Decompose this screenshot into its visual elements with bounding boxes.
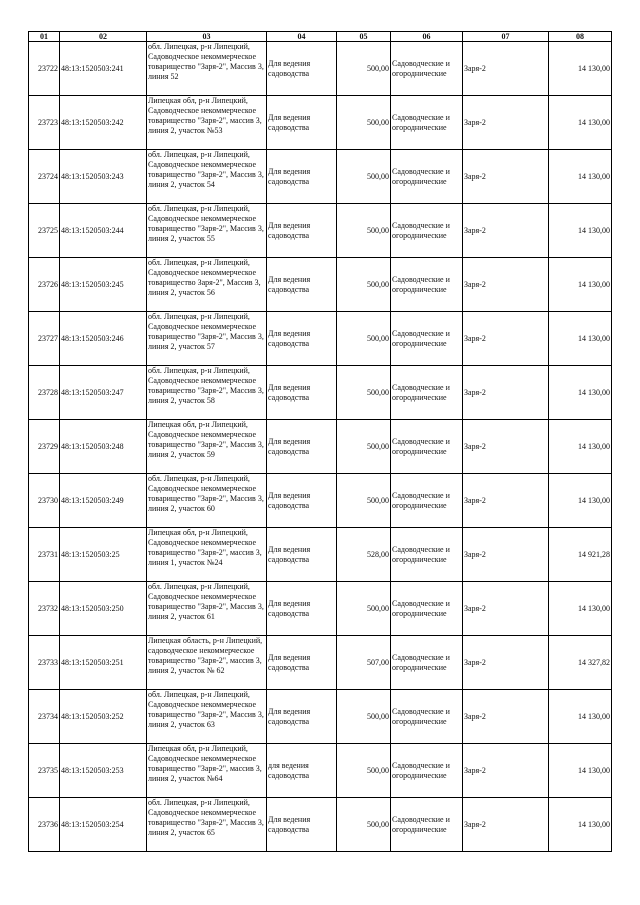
cell-land-use: Для ведения садоводства xyxy=(267,474,337,528)
cell-land-use: Для ведения садоводства xyxy=(267,150,337,204)
cell-record-number: 23724 xyxy=(29,150,60,204)
cell-area: 500,00 xyxy=(337,690,391,744)
cell-address xyxy=(147,366,267,420)
address-text: обл. Липецкая, р-н Липецкий, Садоводческое некоммерческое товарищество "Заря-2", Массив 3, линия 2, участок 60 xyxy=(148,474,264,513)
table-row xyxy=(29,420,612,474)
cell-land-use: Для ведения садоводства xyxy=(267,204,337,258)
cell-cadastral-number: 48:13:1520503:243 xyxy=(60,150,147,204)
header-row xyxy=(29,32,612,42)
cell-area: 507,00 xyxy=(337,636,391,690)
cell-record-number: 23726 xyxy=(29,258,60,312)
address-text: обл. Липецкая, р-н Липецкий, Садоводческое некоммерческое товарищество "Заря-2", Массив 3, линия 52 xyxy=(148,42,264,81)
cell-area: 500,00 xyxy=(337,798,391,852)
cell-cadastral-value: 14 130,00 xyxy=(549,582,612,636)
table-row xyxy=(29,96,612,150)
address-text: обл. Липецкая, р-н Липецкий, Садоводческое некоммерческое товарищество "Заря-2", Массив 3, линия 2, участок 58 xyxy=(148,366,264,405)
cell-area: 500,00 xyxy=(337,258,391,312)
cell-cadastral-number: 48:13:1520503:252 xyxy=(60,690,147,744)
cell-land-use: Для ведения садоводства xyxy=(267,366,337,420)
cell-settlement: Заря-2 xyxy=(463,150,549,204)
cell-category: Садоводческие и огороднические xyxy=(391,636,463,690)
cell-address xyxy=(147,636,267,690)
cell-category: Садоводческие и огороднические xyxy=(391,204,463,258)
cell-settlement: Заря-2 xyxy=(463,474,549,528)
land-parcel-table-page xyxy=(28,31,611,852)
address-text: обл. Липецкая, р-н Липецкий, Садоводческое некоммерческое товарищество "Заря-2", Массив 3, линия 2, участок 54 xyxy=(148,150,264,189)
cell-cadastral-number: 48:13:1520503:250 xyxy=(60,582,147,636)
cell-cadastral-value: 14 921,28 xyxy=(549,528,612,582)
cell-land-use: Для ведения садоводства xyxy=(267,258,337,312)
cell-cadastral-value: 14 130,00 xyxy=(549,474,612,528)
cell-record-number: 23725 xyxy=(29,204,60,258)
cell-cadastral-value: 14 130,00 xyxy=(549,96,612,150)
table-row xyxy=(29,366,612,420)
cell-record-number: 23734 xyxy=(29,690,60,744)
cell-cadastral-value: 14 130,00 xyxy=(549,798,612,852)
cell-record-number: 23733 xyxy=(29,636,60,690)
cell-address xyxy=(147,744,267,798)
table-row xyxy=(29,582,612,636)
column-header-07: 07 xyxy=(463,32,549,42)
cell-land-use: Для ведения садоводства xyxy=(267,420,337,474)
cell-category: Садоводческие и огороднические xyxy=(391,744,463,798)
address-text: Липецкая обл, р-н Липецкий, Садоводческое некоммерческое товарищество "Заря-2", массив 3, линия 2, участок №53 xyxy=(148,96,262,135)
address-text: обл. Липецкая, р-н Липецкий, Садоводческое некоммерческое товарищество "Заря-2", Массив 3, линия 2, участок 63 xyxy=(148,690,264,729)
table-row xyxy=(29,690,612,744)
cell-settlement: Заря-2 xyxy=(463,798,549,852)
cell-address xyxy=(147,96,267,150)
table-row xyxy=(29,474,612,528)
cell-category: Садоводческие и огороднические xyxy=(391,96,463,150)
address-text: Липецкая область, р-н Липецкий, садоводческое некоммерческое товарищество "Заря-2", массив 3, линия 2, участок № 62 xyxy=(148,636,263,675)
cell-address xyxy=(147,528,267,582)
table-row xyxy=(29,150,612,204)
column-header-06: 06 xyxy=(391,32,463,42)
cell-record-number: 23732 xyxy=(29,582,60,636)
cell-cadastral-number: 48:13:1520503:242 xyxy=(60,96,147,150)
cell-category: Садоводческие и огороднические xyxy=(391,42,463,96)
address-text: обл. Липецкая, р-н Липецкий, Садоводческое некоммерческое товарищество "Заря-2", Массив 3, линия 2, участок 65 xyxy=(148,798,264,837)
address-text: обл. Липецкая, р-н Липецкий, Садоводческое некоммерческое товарищество Заря-2", Массив 3, линия 2, участок 56 xyxy=(148,258,261,297)
cell-cadastral-value: 14 130,00 xyxy=(549,42,612,96)
column-header-01: 01 xyxy=(29,32,60,42)
cell-address xyxy=(147,150,267,204)
address-text: Липецкая обл, р-н Липецкий, Садоводческое некоммерческое товарищество "Заря-2", массив 3, линия 2, участок №64 xyxy=(148,744,262,783)
cell-area: 500,00 xyxy=(337,366,391,420)
cell-category: Садоводческие и огороднические xyxy=(391,798,463,852)
cell-cadastral-number: 48:13:1520503:25 xyxy=(60,528,147,582)
cell-land-use: для ведения садоводства xyxy=(267,744,337,798)
cell-category: Садоводческие и огороднические xyxy=(391,474,463,528)
cell-land-use: Для ведения садоводства xyxy=(267,636,337,690)
cell-cadastral-value: 14 130,00 xyxy=(549,204,612,258)
cell-category: Садоводческие и огороднические xyxy=(391,690,463,744)
cell-settlement: Заря-2 xyxy=(463,744,549,798)
table-row xyxy=(29,258,612,312)
cell-land-use: Для ведения садоводства xyxy=(267,798,337,852)
cell-address xyxy=(147,582,267,636)
cell-land-use: Для ведения садоводства xyxy=(267,96,337,150)
cell-land-use: Для ведения садоводства xyxy=(267,528,337,582)
table-row xyxy=(29,312,612,366)
cell-cadastral-number: 48:13:1520503:251 xyxy=(60,636,147,690)
cell-settlement: Заря-2 xyxy=(463,528,549,582)
cell-area: 500,00 xyxy=(337,96,391,150)
table-row xyxy=(29,42,612,96)
address-text: обл. Липецкая, р-н Липецкий, Садоводческое некоммерческое товарищество "Заря-2", Массив 3, линия 2, участок 61 xyxy=(148,582,264,621)
cell-area: 500,00 xyxy=(337,582,391,636)
cell-record-number: 23728 xyxy=(29,366,60,420)
cell-category: Садоводческие и огороднические xyxy=(391,528,463,582)
cell-area: 500,00 xyxy=(337,420,391,474)
cell-address xyxy=(147,798,267,852)
cell-record-number: 23729 xyxy=(29,420,60,474)
cell-cadastral-value: 14 130,00 xyxy=(549,312,612,366)
address-text: Липецкая обл, р-н Липецкий, Садоводческое некоммерческое товарищество "Заря-2", массив 3, линия 1, участок №24 xyxy=(148,528,262,567)
cell-cadastral-number: 48:13:1520503:241 xyxy=(60,42,147,96)
cell-category: Садоводческие и огороднические xyxy=(391,582,463,636)
cell-record-number: 23723 xyxy=(29,96,60,150)
cell-area: 528,00 xyxy=(337,528,391,582)
cell-cadastral-value: 14 130,00 xyxy=(549,366,612,420)
cell-record-number: 23727 xyxy=(29,312,60,366)
address-text: обл. Липецкая, р-н Липецкий, Садоводческое некоммерческое товарищество "Заря-2", Массив 3, линия 2, участок 57 xyxy=(148,312,264,351)
address-text: обл. Липецкая, р-н Липецкий, Садоводческое некоммерческое товарищество "Заря-2", Массив 3, линия 2, участок 55 xyxy=(148,204,264,243)
table-row xyxy=(29,528,612,582)
cell-address xyxy=(147,42,267,96)
cell-cadastral-value: 14 327,82 xyxy=(549,636,612,690)
cell-address xyxy=(147,258,267,312)
cell-record-number: 23730 xyxy=(29,474,60,528)
cell-cadastral-number: 48:13:1520503:248 xyxy=(60,420,147,474)
cell-cadastral-value: 14 130,00 xyxy=(549,744,612,798)
cell-record-number: 23722 xyxy=(29,42,60,96)
cell-settlement: Заря-2 xyxy=(463,366,549,420)
column-header-05: 05 xyxy=(337,32,391,42)
cell-cadastral-number: 48:13:1520503:244 xyxy=(60,204,147,258)
cell-cadastral-number: 48:13:1520503:246 xyxy=(60,312,147,366)
table-row xyxy=(29,204,612,258)
cell-settlement: Заря-2 xyxy=(463,420,549,474)
table-row xyxy=(29,798,612,852)
cell-land-use: Для ведения садоводства xyxy=(267,42,337,96)
cell-category: Садоводческие и огороднические xyxy=(391,258,463,312)
cell-cadastral-number: 48:13:1520503:254 xyxy=(60,798,147,852)
cell-area: 500,00 xyxy=(337,312,391,366)
cell-category: Садоводческие и огороднические xyxy=(391,366,463,420)
cell-cadastral-number: 48:13:1520503:245 xyxy=(60,258,147,312)
cell-settlement: Заря-2 xyxy=(463,636,549,690)
cell-address xyxy=(147,312,267,366)
cell-settlement: Заря-2 xyxy=(463,258,549,312)
cell-area: 500,00 xyxy=(337,744,391,798)
table-row xyxy=(29,744,612,798)
cell-cadastral-value: 14 130,00 xyxy=(549,420,612,474)
cell-area: 500,00 xyxy=(337,150,391,204)
cell-cadastral-number: 48:13:1520503:247 xyxy=(60,366,147,420)
cell-category: Садоводческие и огороднические xyxy=(391,312,463,366)
cell-cadastral-number: 48:13:1520503:249 xyxy=(60,474,147,528)
cell-address xyxy=(147,204,267,258)
cell-settlement: Заря-2 xyxy=(463,582,549,636)
column-header-02: 02 xyxy=(60,32,147,42)
cell-settlement: Заря-2 xyxy=(463,96,549,150)
cell-address xyxy=(147,474,267,528)
cell-settlement: Заря-2 xyxy=(463,204,549,258)
cell-address xyxy=(147,420,267,474)
cell-record-number: 23735 xyxy=(29,744,60,798)
cell-area: 500,00 xyxy=(337,42,391,96)
column-header-04: 04 xyxy=(267,32,337,42)
cell-land-use: Для ведения садоводства xyxy=(267,312,337,366)
cell-record-number: 23736 xyxy=(29,798,60,852)
cell-settlement: Заря-2 xyxy=(463,42,549,96)
address-text: Липецкая обл, р-н Липецкий, Садоводческое некоммерческое товарищество "Заря-2", Массив 3, линия 2, участок 59 xyxy=(148,420,264,459)
cell-cadastral-number: 48:13:1520503:253 xyxy=(60,744,147,798)
cell-land-use: Для ведения садоводства xyxy=(267,690,337,744)
table-row xyxy=(29,636,612,690)
cell-area: 500,00 xyxy=(337,204,391,258)
cell-area: 500,00 xyxy=(337,474,391,528)
cell-address xyxy=(147,690,267,744)
cell-cadastral-value: 14 130,00 xyxy=(549,690,612,744)
cell-settlement: Заря-2 xyxy=(463,312,549,366)
cell-land-use: Для ведения садоводства xyxy=(267,582,337,636)
cell-category: Садоводческие и огороднические xyxy=(391,420,463,474)
cell-cadastral-value: 14 130,00 xyxy=(549,258,612,312)
land-parcel-table xyxy=(28,31,612,852)
cell-category: Садоводческие и огороднические xyxy=(391,150,463,204)
column-header-03: 03 xyxy=(147,32,267,42)
cell-cadastral-value: 14 130,00 xyxy=(549,150,612,204)
column-header-08: 08 xyxy=(549,32,612,42)
cell-settlement: Заря-2 xyxy=(463,690,549,744)
cell-record-number: 23731 xyxy=(29,528,60,582)
